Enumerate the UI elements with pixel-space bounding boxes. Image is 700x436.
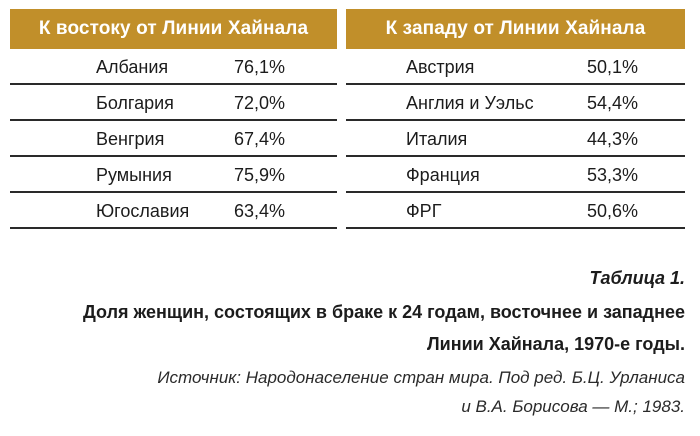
table-row: [346, 193, 685, 229]
table-caption-title-continued: Линии Хайнала, 1970-е годы.: [427, 334, 685, 354]
country-name: Англия и Уэльс: [406, 93, 534, 113]
table-row: [10, 121, 337, 157]
table-row: [346, 49, 685, 85]
share-value: 53,3%: [587, 165, 639, 185]
table-row: [346, 121, 685, 157]
west-table: [346, 9, 685, 229]
country-name: Болгария: [96, 93, 174, 113]
country-name: ФРГ: [406, 201, 442, 221]
country-name: Албания: [96, 57, 169, 77]
east-table-header: К востоку от Линии Хайнала: [10, 9, 337, 49]
country-name: Венгрия: [96, 129, 165, 149]
table-caption-label: Таблица 1.: [589, 268, 685, 288]
country-name: Югославия: [96, 201, 190, 221]
share-value: 75,9%: [234, 165, 286, 185]
share-value: 54,4%: [587, 93, 639, 113]
share-value: 76,1%: [234, 57, 286, 77]
west-table-header: К западу от Линии Хайнала: [346, 9, 685, 49]
country-name: Франция: [406, 165, 480, 185]
comparison-tables: [10, 9, 685, 239]
east-table: [10, 9, 337, 229]
share-value: 72,0%: [234, 93, 286, 113]
table-caption-title: Доля женщин, состоящих в браке к 24 годам, восточнее и западнее: [82, 302, 685, 322]
country-name: Румыния: [96, 165, 172, 185]
share-value: 63,4%: [234, 201, 286, 221]
share-value: 44,3%: [587, 129, 639, 149]
table-row: [10, 193, 337, 229]
share-value: 50,6%: [587, 201, 639, 221]
share-value: 67,4%: [234, 129, 286, 149]
table-source-note: Источник: Народонаселение стран мира. Под ред. Б.Ц. Урланиса: [157, 368, 685, 387]
table-row: [346, 85, 685, 121]
country-name: Австрия: [406, 57, 475, 77]
table-row: [346, 157, 685, 193]
table-row: [10, 49, 337, 85]
table-source-note-continued: и В.А. Борисова — М.; 1983.: [461, 397, 685, 416]
table-row: [10, 85, 337, 121]
share-value: 50,1%: [587, 57, 639, 77]
country-name: Италия: [406, 129, 468, 149]
table-row: [10, 157, 337, 193]
